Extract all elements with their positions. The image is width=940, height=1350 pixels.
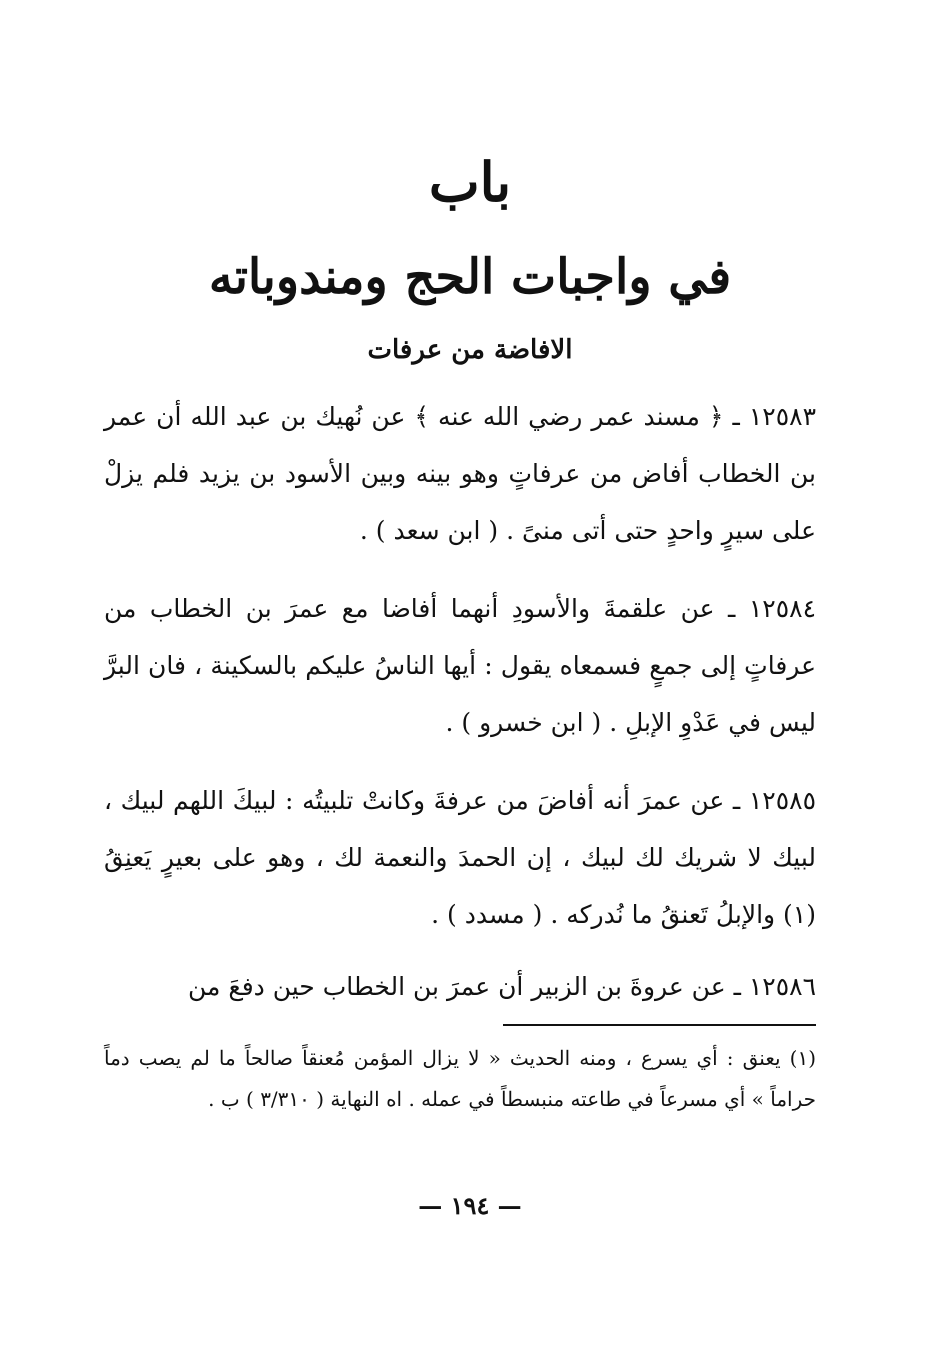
footnote: (١) يعنق : أي يسرع ، ومنه الحديث « لا يزال المؤمن مُعنقاً صالحاً ما لم يصب دماً حراماً » أي مسرعاً في طاعته منبسطاً في عمله . اه النهاية ( ٣/٣١٠ ) ب . [104, 1046, 816, 1111]
page-number: — ١٩٤ — [418, 1191, 522, 1220]
chapter-title: في واجبات الحج ومندوباته [208, 249, 732, 305]
chapter-heading: باب [428, 150, 512, 214]
hadith-entry-12585: ١٢٥٨٥ ـ عن عمرَ أنه أفاضَ من عرفةَ وكانتْ تلبيتُه : لبيكَ اللهم لبيك ، لبيك لا شريك لك لبيك ، إن الحمدَ والنعمة لك ، وهو على بعيرٍ يَعنِقُ (١) والإبلُ تَعنقُ ما نُدركه . ( مسدد ) . [104, 786, 816, 929]
section-subtitle: الافاضة من عرفات [367, 335, 573, 365]
hadith-entry-12583: ١٢٥٨٣ ـ ﴿ مسند عمر رضي الله عنه ﴾ عن نُهيك بن عبد الله أن عمر بن الخطاب أفاض من عرفاتٍ وهو بينه وبين الأسود بن يزيد فلم يزلْ على سيرٍ واحدٍ حتى أتى منىً . ( ابن سعد ) . [104, 402, 816, 545]
hadith-entry-12586: ١٢٥٨٦ ـ عن عروةَ بن الزبير أن عمرَ بن الخطاب حين دفعَ من [188, 972, 816, 1001]
hadith-entry-12584: ١٢٥٨٤ ـ عن علقمةَ والأسودِ أنهما أفاضا مع عمرَ بن الخطاب من عرفاتٍ إلى جمعٍ فسمعاه يقول : أيها الناسُ عليكم بالسكينة ، فان البرَّ ليس في عَدْوِ الإبلِ . ( ابن خسرو ) . [104, 594, 816, 737]
footnote-divider [503, 1024, 816, 1026]
